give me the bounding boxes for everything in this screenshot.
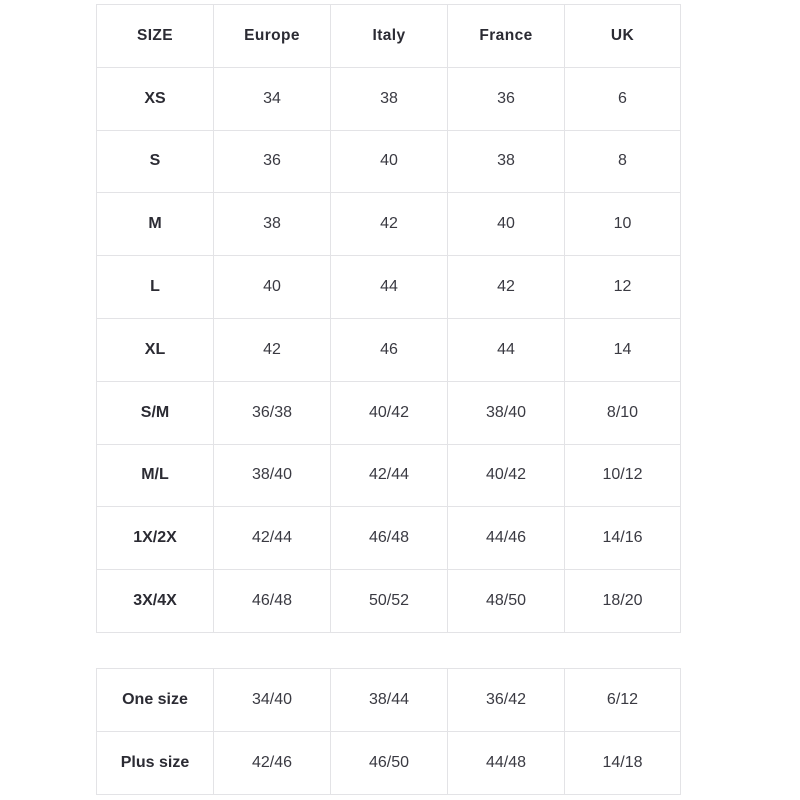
cell-france: 40/42 [448,444,565,507]
cell-europe: 38/40 [214,444,331,507]
row-label: XS [97,67,214,130]
row-label: Plus size [97,731,214,794]
cell-italy: 40/42 [331,381,448,444]
cell-uk: 12 [565,256,681,319]
table-row [97,256,681,319]
table-row [97,381,681,444]
cell-italy: 46/48 [331,507,448,570]
table-row [97,444,681,507]
cell-europe: 38 [214,193,331,256]
cell-italy: 46/50 [331,731,448,794]
cell-france: 44 [448,318,565,381]
row-label: 1X/2X [97,507,214,570]
cell-italy: 38 [331,67,448,130]
column-header-italy: Italy [331,5,448,68]
column-header-europe: Europe [214,5,331,68]
row-label: S [97,130,214,193]
cell-france: 36 [448,67,565,130]
cell-italy: 46 [331,318,448,381]
cell-france: 48/50 [448,570,565,633]
cell-europe: 42/44 [214,507,331,570]
table-body [97,67,681,632]
table-header [97,5,681,68]
one-size-table-wrapper [96,668,680,795]
cell-europe: 40 [214,256,331,319]
size-conversion-table [96,4,681,633]
cell-france: 40 [448,193,565,256]
column-header-uk: UK [565,5,681,68]
table-row [97,193,681,256]
table-row [97,67,681,130]
table-row [97,570,681,633]
cell-italy: 42 [331,193,448,256]
cell-europe: 34 [214,67,331,130]
table-header-row [97,5,681,68]
column-header-france: France [448,5,565,68]
table-row [97,669,681,732]
column-header-size: SIZE [97,5,214,68]
cell-france: 42 [448,256,565,319]
row-label: S/M [97,381,214,444]
cell-europe: 34/40 [214,669,331,732]
cell-uk: 14 [565,318,681,381]
row-label: One size [97,669,214,732]
row-label: 3X/4X [97,570,214,633]
cell-europe: 42/46 [214,731,331,794]
table-row [97,318,681,381]
one-size-table-body [97,669,681,795]
cell-uk: 18/20 [565,570,681,633]
cell-uk: 10/12 [565,444,681,507]
cell-italy: 50/52 [331,570,448,633]
cell-italy: 42/44 [331,444,448,507]
cell-uk: 8/10 [565,381,681,444]
cell-italy: 38/44 [331,669,448,732]
cell-uk: 14/18 [565,731,681,794]
cell-france: 44/48 [448,731,565,794]
cell-uk: 8 [565,130,681,193]
cell-france: 36/42 [448,669,565,732]
cell-europe: 42 [214,318,331,381]
cell-france: 38/40 [448,381,565,444]
row-label: M/L [97,444,214,507]
one-size-table [96,668,681,795]
cell-uk: 10 [565,193,681,256]
row-label: M [97,193,214,256]
row-label: L [97,256,214,319]
cell-france: 44/46 [448,507,565,570]
cell-uk: 6 [565,67,681,130]
cell-europe: 46/48 [214,570,331,633]
cell-france: 38 [448,130,565,193]
table-row [97,130,681,193]
table-row [97,731,681,794]
cell-europe: 36/38 [214,381,331,444]
size-conversion-table-wrapper [96,4,680,633]
row-label: XL [97,318,214,381]
cell-italy: 40 [331,130,448,193]
cell-italy: 44 [331,256,448,319]
cell-europe: 36 [214,130,331,193]
cell-uk: 14/16 [565,507,681,570]
table-row [97,507,681,570]
cell-uk: 6/12 [565,669,681,732]
